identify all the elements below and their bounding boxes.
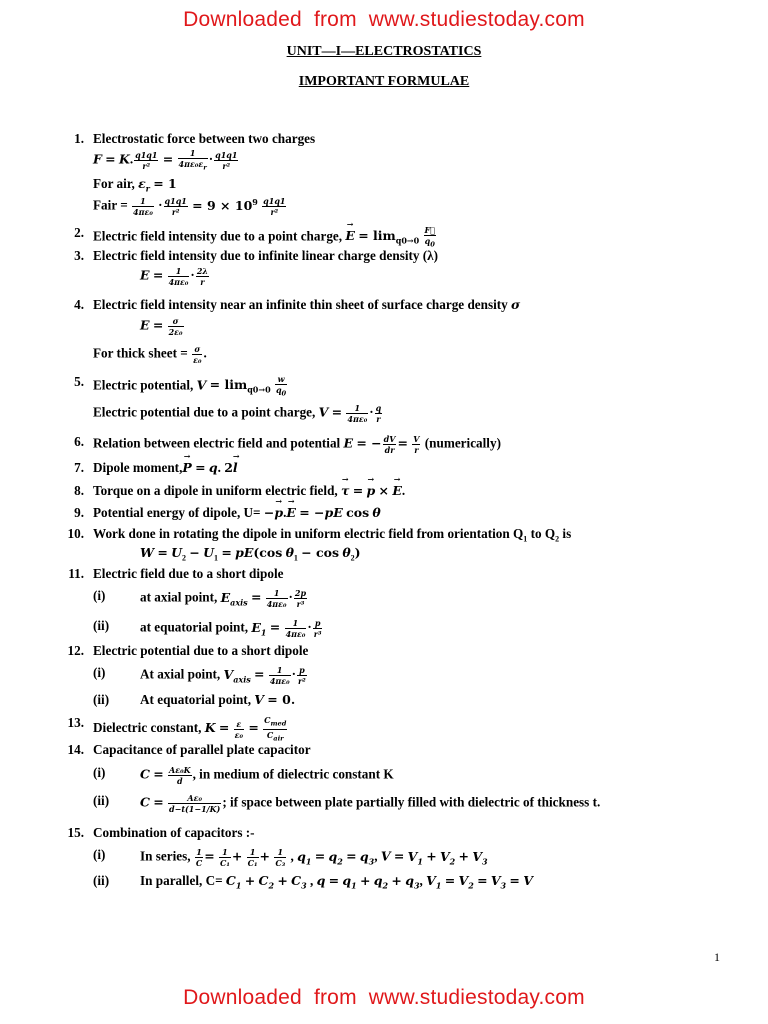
item-number: 5. xyxy=(74,374,84,389)
page-number: 1 xyxy=(714,950,720,964)
formula-item-12-a-text: At axial point, xyxy=(140,666,221,682)
formula-item-4-thick: For thick sheet = $\frac{\sigma}{\text{ε₀}}$ . xyxy=(93,344,207,365)
formula-item-14-text: Capacitance of parallel plate capacitor xyxy=(93,742,311,757)
formula-item-15-b: In parallel, $C= C_1 + C_2 + C_3$ , $q = q_1 + q_2 + q_3$, $V_1 = V_2 = V_3 = V$ xyxy=(140,873,533,891)
item-number: 4. xyxy=(74,297,84,312)
unit-title: UNIT—I—ELECTROSTATICS xyxy=(286,44,482,59)
formula-item-14-a-label: (i) xyxy=(93,765,106,780)
formula-item-6-tail: (numerically) xyxy=(424,435,501,451)
formula-item-11-b-text: at equatorial point, xyxy=(140,619,249,635)
formula-item-2: Electric field intensity due to a point charge, → $E = \lim_{q0\to 0}$ $\frac{F⃗}{q_0}$ xyxy=(93,225,437,250)
item-number: 14. xyxy=(67,742,84,757)
formula-item-1-eq: F = K. $\frac{q1q1}{\text{r²}}$ = $\frac{1}{4\pi\varepsilon_0\varepsilon_r}$ · $\frac{q1q1}{\text{r²}}$ xyxy=(93,148,238,172)
formula-item-14-b-label: (ii) xyxy=(93,793,110,808)
formula-item-7-text: Dipole moment, xyxy=(93,460,183,475)
formula-item-6: Relation between electric field and potential E = − $\frac{dV}{dr}$ = $\frac{V}{r}$ (numerically) xyxy=(93,434,501,455)
formula-item-14-a: C = $\frac{\text{Aε₀K}}{d}$ , in medium of dielectric constant K xyxy=(140,765,394,786)
fair-label: Fair = xyxy=(93,197,128,213)
formula-item-11-a-label: (i) xyxy=(93,588,106,603)
item-number: 13. xyxy=(67,715,84,730)
formula-item-12-a: At axial point, $V_{axis}$ = $\frac{1}{\text{4πε₀}}$ · $\frac{p}{\text{r²}}$ xyxy=(140,665,306,686)
formula-item-14-b-text: ; if space between plate partially filled with dielectric of thickness t. xyxy=(222,794,601,810)
formula-item-5-text: Electric potential, xyxy=(93,377,194,393)
formula-item-12-b: At equatorial point, V = 0. xyxy=(140,692,296,707)
formula-item-15-b-label: (ii) xyxy=(93,873,110,888)
formula-item-12-b-label: (ii) xyxy=(93,692,110,707)
formula-item-11-b: at equatorial point, $E_1$ = $\frac{1}{\text{4πε₀}}$ · $\frac{p}{\text{r³}}$ xyxy=(140,618,322,639)
formula-item-11-text: Electric field due to a short dipole xyxy=(93,566,284,581)
formula-item-10-eq: $W = U_2 - U_1 = pE(\cos$ $\theta_1 - \cos \theta_2$) xyxy=(140,545,361,563)
item-number: 12. xyxy=(67,643,84,658)
download-banner-top[interactable]: Downloaded from www.studiestoday.com xyxy=(183,8,585,31)
download-banner-bottom[interactable]: Downloaded from www.studiestoday.com xyxy=(183,986,585,1009)
formula-item-9: Potential energy of dipole, U= −→ p.→ E = −pE cos θ xyxy=(93,505,381,521)
formula-item-10-text: Work done in rotating the dipole in uniform electric field from orientation Q xyxy=(93,526,524,541)
formula-item-11-a-text: at axial point, xyxy=(140,589,218,605)
formula-item-15-b-text: In parallel, C= xyxy=(140,873,223,888)
formula-item-15-a: In series, $\frac{1}{C}$ = $\frac{1}{\text{C₁}}$ + $\frac{1}{\text{C₁}}$ + $\frac{1}{\text{C₃}}$ , $q_1 = q_2 = q_3$, $V = V_1 + V_2 + V_3$ xyxy=(140,847,488,868)
item-number: 9. xyxy=(74,505,84,520)
formula-item-4-eq: E = $\frac{\sigma}{\text{2ε₀}}$ xyxy=(140,316,183,337)
formula-item-2-text: Electric field intensity due to a point charge, xyxy=(93,228,343,244)
formula-item-9-text: Potential energy of dipole, U= xyxy=(93,505,261,520)
item-number: 3. xyxy=(74,248,84,263)
formula-item-14-a-text: , in medium of dielectric constant K xyxy=(192,766,394,782)
item-number: 8. xyxy=(74,483,84,498)
formula-item-11-a: at axial point, $E_{axis}$ = $\frac{1}{\text{4πε₀}}$ · $\frac{2p}{\text{r³}}$ xyxy=(140,588,307,609)
formula-item-12-b-text: At equatorial point, xyxy=(140,692,251,707)
item-number: 1. xyxy=(74,131,84,146)
item-number: 6. xyxy=(74,434,84,449)
formula-item-1-air: For air, $\varepsilon_r = 1$ xyxy=(93,176,177,194)
formula-item-5: Electric potential, $V = \lim_{q0\to 0}$ $\frac{w}{q_0}$ xyxy=(93,374,287,398)
section-title: IMPORTANT FORMULAE xyxy=(298,74,470,89)
formula-item-8-text: Torque on a dipole in uniform electric field, xyxy=(93,483,338,498)
formula-item-5-point-text: Electric potential due to a point charge, xyxy=(93,404,316,420)
formula-item-1-text: Electrostatic force between two charges xyxy=(93,131,316,146)
formula-item-5-point: Electric potential due to a point charge, V = $\frac{1}{\text{4πε₀}}$ · $\frac{q}{r}$ xyxy=(93,403,382,424)
formula-item-6-text: Relation between electric field and potential xyxy=(93,435,341,451)
formula-item-8: Torque on a dipole in uniform electric field, → τ = → p × → E. xyxy=(93,483,405,499)
item-number: 7. xyxy=(74,460,84,475)
formula-item-15-text: Combination of capacitors :- xyxy=(93,825,255,840)
formula-item-12-text: Electric potential due to a short dipole xyxy=(93,643,309,658)
formula-item-15-a-label: (i) xyxy=(93,847,106,862)
formula-item-4: Electric field intensity near an infinite thin sheet of surface charge density σ xyxy=(93,297,521,312)
formula-item-4-text: Electric field intensity near an infinite thin sheet of surface charge density xyxy=(93,297,508,312)
formula-item-1-fair: Fair = $\frac{1}{\text{4πε₀}}$ · $\frac{q1q1}{\text{r²}}$ = $9 \times 10^9$ $\frac{q1q1}{\text{r²}}$ xyxy=(93,196,286,217)
formula-item-11-b-label: (ii) xyxy=(93,618,110,633)
item-number: 2. xyxy=(74,225,84,240)
formula-item-3-eq: E = $\frac{1}{\text{4πε₀}}$ · $\frac{2\lambda}{r}$ xyxy=(140,266,208,287)
formula-item-12-a-label: (i) xyxy=(93,665,106,680)
formula-item-13: Dielectric constant, K = $\frac{\varepsilon}{\text{ε₀}}$ = $C_{med}$ $C_{air}$ xyxy=(93,715,287,743)
formula-item-3-text: Electric field intensity due to infinite linear charge density (λ) xyxy=(93,248,439,263)
formula-item-7: Dipole moment,→ P = q. 2→ l xyxy=(93,460,238,476)
formula-item-14-b: C = $\frac{\text{Aε₀}}{d-t(1-1/K)}$ ; if space between plate partially filled with dielectric of thickness t. xyxy=(140,793,601,814)
for-air-label: For air, xyxy=(93,176,135,191)
item-number: 15. xyxy=(67,825,84,840)
formula-item-10: Work done in rotating the dipole in uniform electric field from orientation $Q_1$ to $Q_2$ is xyxy=(93,526,572,544)
thick-sheet-label: For thick sheet = xyxy=(93,345,188,361)
item-number: 11. xyxy=(68,566,84,581)
item-number: 10. xyxy=(67,526,84,541)
formula-item-10-tail: is xyxy=(559,526,572,541)
formula-item-10-mid: to Q xyxy=(527,526,556,541)
formula-item-15-a-text: In series, xyxy=(140,848,191,864)
formula-item-13-text: Dielectric constant, xyxy=(93,720,202,736)
